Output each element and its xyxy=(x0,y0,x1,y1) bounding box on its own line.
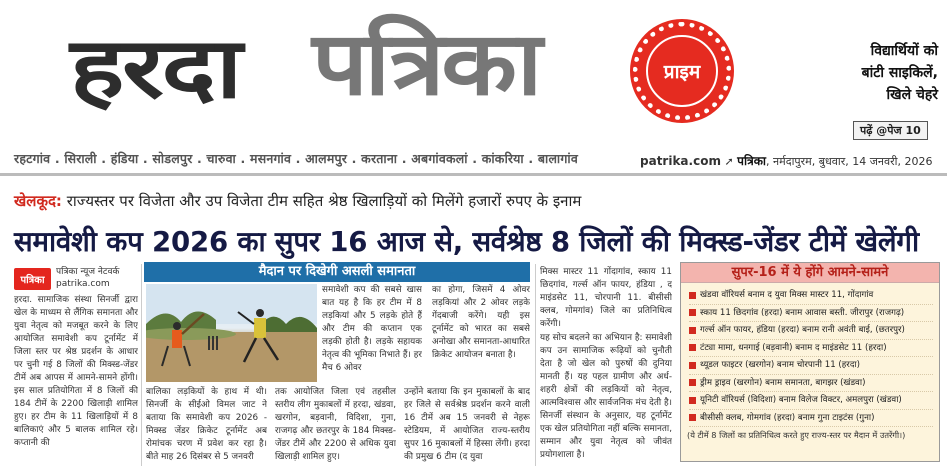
column-divider xyxy=(535,264,536,466)
masthead-city: हरदा xyxy=(70,19,240,117)
body-column-5-sub: यह सोच बदलने का अभियान है: समावेशी कप उन सामाजिक रूढ़ियों को चुनौती देता है जो खेल को पुरुषों की दुनिया मानती हैं। यह पहल ग्रामीण और अर्ध-शहरी क्षेत्रों की लड़कियों को नेतृत्व, आत्मविश्वास और सार्वजनिक मंच देती है। सिनर्जी संस्थान के अनुसार, यह टूर्नामेंट एक खेल प्रतियोगिता नहीं बल्कि समानता, सम्मान और युवा नेतृत्व को जीवंत प्रयोगशाला है। xyxy=(540,333,672,460)
match-list xyxy=(681,283,939,427)
bullet-icon xyxy=(689,362,696,369)
sidebar-title: सुपर-16 में ये होंगे आमने-सामने xyxy=(681,263,939,283)
match-item: बीसीसी क्लब, गोमगांव (हरदा) बनाम गुना टाइटंस (गुना) xyxy=(689,410,933,428)
promo-page-ref[interactable]: पढ़ें @पेज 10 xyxy=(853,121,928,140)
body-column-3-lower: तक आयोजित जिला एवं तहसील स्तरीय लीग मुकाबलों में हरदा, खंडवा, खरगोन, बड़वानी, विदिशा, गुना, राजगढ़ और छतरपुर के 184 मिक्स्ड-जेंडर टीमें और 2200 से अधिक युवा खिलाड़ी शामिल हुए। xyxy=(275,387,396,462)
divider xyxy=(0,173,947,176)
cricket-photo-image xyxy=(146,284,317,382)
bullet-icon xyxy=(689,379,696,386)
match-item: थ्यूडल फाइटर (खरगोन) बनाम चोरपानी 11 (हरदा) xyxy=(689,357,933,375)
sidebar-footer: (ये टीमें 8 जिलों का प्रतिनिधित्व करते हुए राज्य-स्तर पर मैदान में उतरेंगी।) xyxy=(687,430,906,440)
patrika-logo-icon: पत्रिका xyxy=(14,268,51,290)
match-item: यूनिटी वॉरियर्स (विदिशा) बनाम विलेज विक्टर, अमलपुरा (खंडवा) xyxy=(689,392,933,410)
promo-line: विद्यार्थियों को xyxy=(870,43,938,59)
promo-line: बांटी साइकिलें, xyxy=(861,65,938,81)
headline[interactable]: समावेशी कप 2026 का सुपर 16 आज से, सर्वश्रेष्ठ 8 जिलों की मिक्स्ड-जेंडर टीमें खेलेंगी xyxy=(14,225,919,258)
body-column-5: मिक्स मास्टर 11 गोंदागांव, स्काय 11 छिदगांव, गर्ल्स ऑन फायर, हंडिया , द माइंडसेट 11, चोरपानी 11. बीसीसी क्लब, गोमगांव) जिले का प्रतिनिधित्व करेंगी। xyxy=(540,267,672,329)
arrow-icon: ➚ xyxy=(724,155,738,168)
kicker-tag: खेलकूद: xyxy=(14,192,62,210)
column-divider xyxy=(141,264,142,466)
body-column-2: समावेशी कप की सबसे खास बात यह है कि हर टीम में 8 लड़कियां और 5 लड़के होते हैं और टीम की कप्तान एक लड़की होती है। लड़के सहायक नेतृत्व की भूमिका निभाते हैं। हर मैच 6 ओवर xyxy=(322,285,422,373)
kicker-text: राज्यस्तर पर विजेता और उप विजेता टीम सहित श्रेष्ठ खिलाड़ियों को मिलेंगे हजारों रुपए के इनाम xyxy=(66,192,582,210)
edition-date: , नर्मदापुरम, बुधवार, 14 जनवरी, 2026 xyxy=(766,155,933,168)
match-item: स्काय 11 छिदगांव (हरदा) बनाम आवास बस्ती. जीरापुर (राजगढ़) xyxy=(689,305,933,323)
brand-name: पत्रिका xyxy=(737,154,767,168)
byline-site: patrika.com xyxy=(56,279,110,289)
towns-strip: रहटगांव . सिराली . हंडिया . सोडलपुर . चारुवा . मसनगांव . आलमपुर . करताना . अबगांवकलां . कांकरिया . बालागांव xyxy=(14,151,578,166)
bullet-icon xyxy=(689,292,696,299)
bullet-icon xyxy=(689,327,696,334)
body-column-4-lower: उन्होंने बताया कि इन मुकाबलों के बाद हर जिले से सर्वश्रेष्ठ प्रदर्शन करने वाली 16 टीमें अब 15 जनवरी से नेहरू स्टेडियम, में आयोजित राज्य-स्तरीय सुपर 16 मुकाबलों में हिस्सा लेंगी। हरदा की प्रमुख 6 टीम (द युवा xyxy=(404,387,530,462)
cricket-photo xyxy=(146,284,317,382)
body-column-2-lower: बालिका लड़कियों के हाथ में थी। सिनर्जी के सीईओ विमल जाट ने बताया कि समावेशी कप 2026 - मिक्स्ड जेंडर क्रिकेट टूर्नामेंट अब रोमांचक चरण में प्रवेश कर रहा है। बीते माह 26 दिसंबर से 5 जनवरी xyxy=(146,387,267,462)
match-item: खंडवा वॉरियर्स बनाम द युवा मिक्स मास्टर 11, गोंदागांव xyxy=(689,287,933,305)
body-column-3: का होगा, जिसमें 4 ओवर लड़कियां और 2 ओवर लड़के गेंदबाजी करेंगे। यही इस टूर्नामेंट को भारत का सबसे अनोखा और समानता-आधारित क्रिकेट आयोजन बनाता है। xyxy=(432,285,530,360)
super16-sidebar xyxy=(680,262,940,462)
bullet-icon xyxy=(689,344,696,351)
kicker xyxy=(14,191,581,211)
promo-teaser[interactable] xyxy=(820,40,938,106)
masthead-paper: पत्रिका xyxy=(312,12,540,115)
prime-badge[interactable] xyxy=(633,22,731,120)
photo-title: मैदान पर दिखेगी असली समानता xyxy=(144,262,530,282)
bullet-icon xyxy=(689,397,696,404)
promo-line: खिले चेहरे xyxy=(886,87,938,103)
bullet-icon xyxy=(689,414,696,421)
body-column-1: हरदा. सामाजिक संस्था सिनर्जी द्वारा खेल के माध्यम से लैंगिक समानता और युवा नेतृत्व को मजबूत करने के लिए आयोजित समावेशी कप टूर्नामेंट में जिला स्तर पर श्रेष्ठ प्रदर्शन के आधार पर चुनी गई 8 जिलों की मिक्स्ड-जेंडर टीमें अब आपस में आमने-सामने होंगी। इस साल प्रतियोगिता में 8 जिलों की 184 टीमें के 2200 खिलाड़ी शामिल हुए। हर टीम के 11 खिलाड़ियों में 8 बालिकाएं और 5 बालक शामिल रहे। कप्तानी की xyxy=(14,295,138,448)
match-item: ड्रीम ड्राइव (खरगोन) बनाम समानता, बागझर (खंडवा) xyxy=(689,375,933,393)
prime-badge-label: प्राइम xyxy=(646,35,718,107)
match-item: टंट्या मामा, धनगाई (बड़वानी) बनाम द माइंडसेट 11 (हरदा) xyxy=(689,340,933,358)
bullet-icon xyxy=(689,309,696,316)
match-item: गर्ल्स ऑन फायर, हंडिया (हरदा) बनाम रानी अवंती बाई, (छतरपुर) xyxy=(689,322,933,340)
byline xyxy=(56,266,119,290)
byline-name: पत्रिका न्यूज नेटवर्क xyxy=(56,267,120,277)
site-link[interactable]: patrika.com xyxy=(640,154,721,168)
dateline xyxy=(640,152,932,169)
